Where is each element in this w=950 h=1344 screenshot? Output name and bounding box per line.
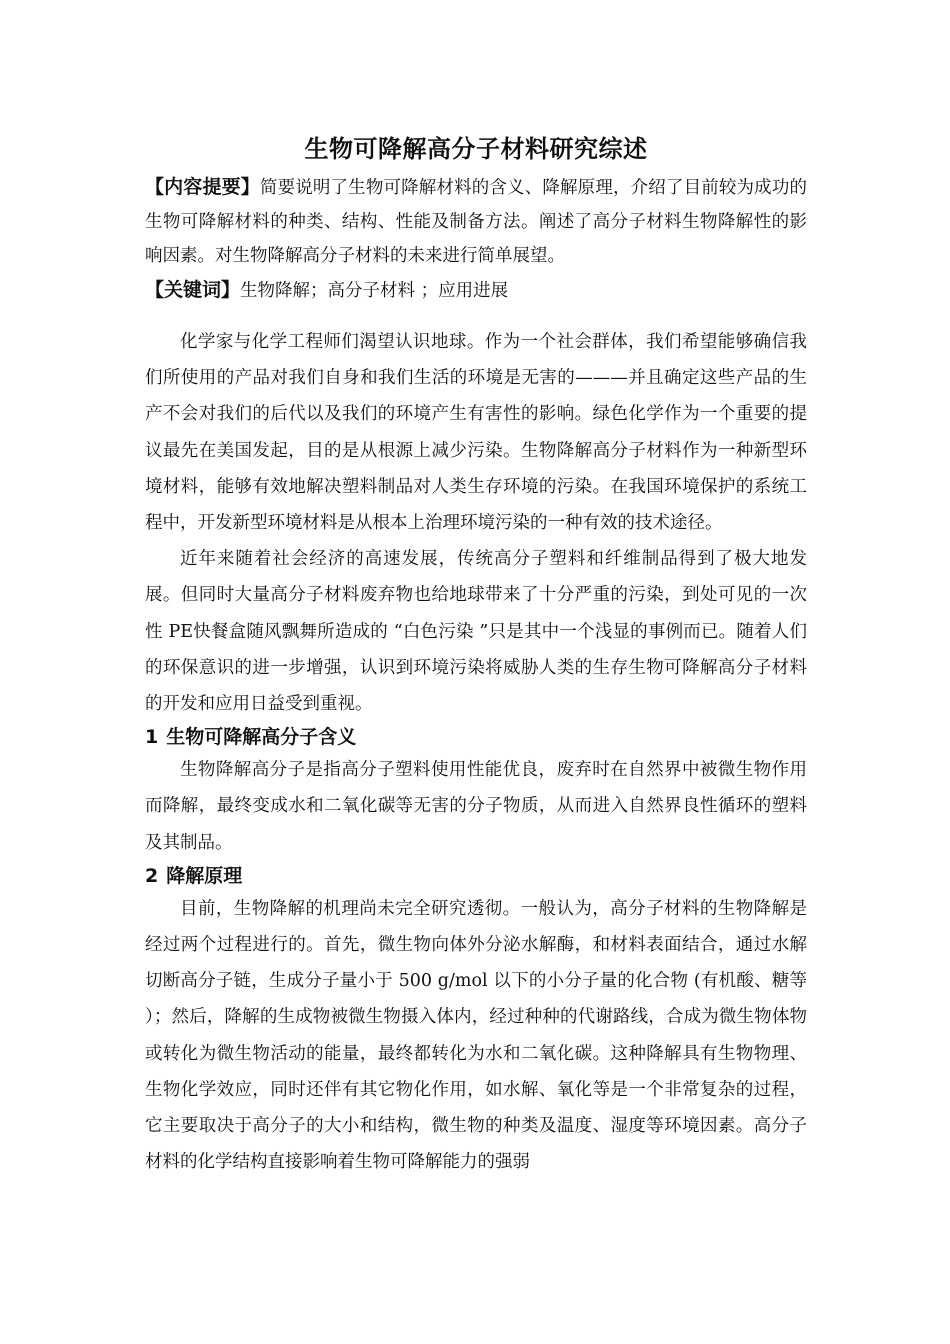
section-heading-1 [145, 722, 807, 752]
intro-paragraph-1: 化学家与化学工程师们渴望认识地球。作为一个社会群体，我们希望能够确信我们所使用的产品对我们自身和我们生活的环境是无害的———并且确定这些产品的生产不会对我们的后代以及我们的环境产生有害性的影响。绿色化学作为一个重要的提议最先在美国发起，目的是从根源上减少污染。生物降解高分子材料作为一种新型环境材料，能够有效地解决塑料制品对人类生存环境的污染。在我国环境保护的系统工程中，开发新型环境材料是从根本上治理环境污染的一种有效的技术途径。 [145, 332, 807, 534]
keywords [145, 273, 807, 308]
keywords-label: 【关键词】 [145, 279, 241, 301]
section-title: 降解原理 [166, 864, 243, 887]
keywords-text: 生物降解；高分子材料 ；应用进展 [240, 281, 509, 301]
section-2-paragraph: 目前，生物降解的机理尚未完全研究透彻。一般认为，高分子材料的生物降解是经过两个过程进行的。首先，微生物向体外分泌水解酶，和材料表面结合，通过水解切断高分子链，生成分子量小于 500 g/mol 以下的小分子量的化合物 (有机酸、糖等 ）；然后，降解的生成物被微生物摄入体内，经过种种的代谢路线，合成为微生物体物或转化为微生物活动的能量，最终都转化为水和二氧化碳。这种降解具有生物物理、生物化学效应，同时还伴有其它物化作用，如水解、氧化等是一个非常复杂的过程，它主要取决于高分子的大小和结构，微生物的种类及温度、湿度等环境因素。高分子材料的化学结构直接影响着生物可降解能力的强弱 [145, 898, 807, 1173]
section-heading-2 [145, 861, 807, 891]
section-title: 生物可降解高分子含义 [166, 726, 357, 749]
section-number: 2 [145, 864, 159, 887]
document-title: 生物可降解高分子材料研究综述 [304, 135, 648, 163]
abstract-label: 【内容提要】 [145, 176, 260, 198]
document-body [145, 128, 807, 1180]
abstract-text: 简要说明了生物可降解材料的含义、降解原理，介绍了目前较为成功的生物可降解材料的种类、结构、性能及制备方法。阐述了高分子材料生物降解性的影响因素。对生物降解高分子材料的未来进行简单展望。 [145, 178, 807, 266]
abstract [145, 170, 807, 273]
intro-paragraph-2: 近年来随着社会经济的高速发展，传统高分子塑料和纤维制品得到了极大地发展。但同时大量高分子材料废弃物也给地球带来了十分严重的污染，到处可见的一次性 PE快餐盒随风飘舞所造成的 “白色污染 ”只是其中一个浅显的事例而已。随着人们的环保意识的进一步增强，认识到环境污染将威胁人类的生存生物可降解高分子材料的开发和应用日益受到重视。 [145, 549, 807, 715]
section-number: 1 [145, 726, 159, 749]
section-1-paragraph: 生物降解高分子是指高分子塑料使用性能优良，废弃时在自然界中被微生物作用而降解，最终变成水和二氧化碳等无害的分子物质，从而进入自然界良性循环的塑料及其制品。 [145, 760, 807, 853]
